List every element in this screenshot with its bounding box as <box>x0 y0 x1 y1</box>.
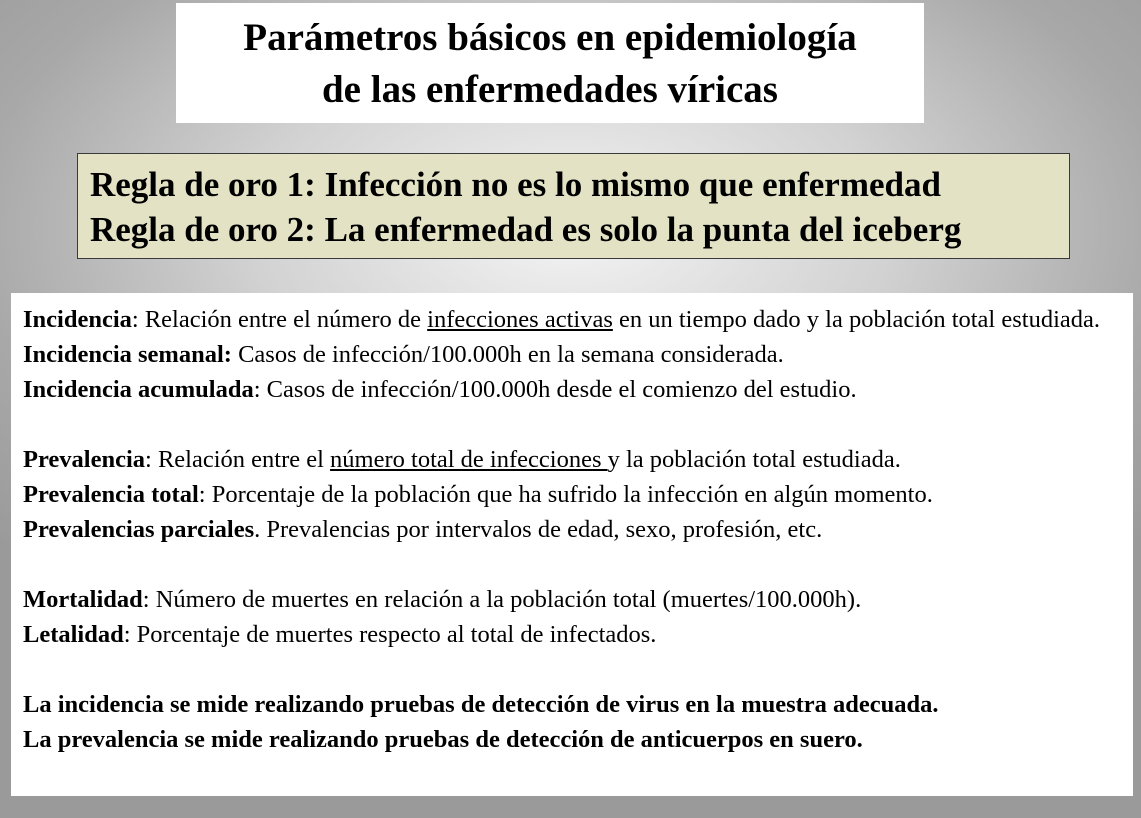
golden-rule-2: Regla de oro 2: La enfermedad es solo la punta del iceberg <box>90 210 962 249</box>
spacer <box>23 407 1125 442</box>
definition-prevalencia-total <box>23 477 1125 512</box>
definition-text: . Prevalencias por intervalos de edad, sexo, profesión, etc. <box>254 516 823 543</box>
conclusion-text: La incidencia se mide realizando pruebas de detección de virus en la muestra adecuada. <box>23 691 939 718</box>
term-prevalencia: Prevalencia <box>23 446 146 473</box>
term-incidencia: Incidencia <box>23 306 132 333</box>
title-line-2: de las enfermedades víricas <box>321 68 778 111</box>
definition-incidencia-acumulada <box>23 372 1125 407</box>
golden-rule-1: Regla de oro 1: Infección no es lo mismo que enfermedad <box>90 165 941 204</box>
term-mortalidad: Mortalidad <box>23 586 143 613</box>
term-incidencia-semanal: Incidencia semanal: <box>23 341 232 368</box>
conclusion-text: La prevalencia se mide realizando pruebas de detección de anticuerpos en suero. <box>23 726 863 753</box>
term-prevalencias-parciales: Prevalencias parciales <box>23 516 255 543</box>
term-incidencia-acumulada: Incidencia acumulada <box>23 376 254 403</box>
golden-rules-box <box>77 153 1070 259</box>
term-prevalencia-total: Prevalencia total <box>23 481 199 508</box>
definition-text: : Número de muertes en relación a la población total (muertes/100.000h). <box>142 586 862 613</box>
definition-text: Casos de infección/100.000h en la semana considerada. <box>231 341 784 368</box>
underlined-numero-total-infecciones: número total de infecciones <box>330 446 608 473</box>
definition-prevalencias-parciales <box>23 512 1125 547</box>
definition-prevalencia <box>23 442 1125 477</box>
spacer <box>23 652 1125 687</box>
definition-letalidad <box>23 617 1125 652</box>
definition-text: : Porcentaje de la población que ha sufrido la infección en algún momento. <box>198 481 933 508</box>
conclusion-incidencia <box>23 687 1125 722</box>
definition-text: en un tiempo dado y la población total estudiada. <box>612 306 1101 333</box>
definition-incidencia-semanal <box>23 337 1125 372</box>
definition-text: : Casos de infección/100.000h desde el comienzo del estudio. <box>253 376 857 403</box>
definition-text: y la población total estudiada. <box>607 446 901 473</box>
definition-text: : Porcentaje de muertes respecto al total de infectados. <box>123 621 657 648</box>
slide-title <box>176 3 924 123</box>
definition-text: : Relación entre el <box>145 446 331 473</box>
conclusion-prevalencia <box>23 722 1125 757</box>
title-line-1: Parámetros básicos en epidemiología <box>243 16 857 59</box>
term-letalidad: Letalidad <box>23 621 124 648</box>
definition-mortalidad <box>23 582 1125 617</box>
definition-incidencia <box>23 302 1125 337</box>
underlined-infecciones-activas: infecciones activas <box>427 306 613 333</box>
definitions-box <box>11 293 1133 796</box>
definition-text: : Relación entre el número de <box>131 306 428 333</box>
spacer <box>23 547 1125 582</box>
